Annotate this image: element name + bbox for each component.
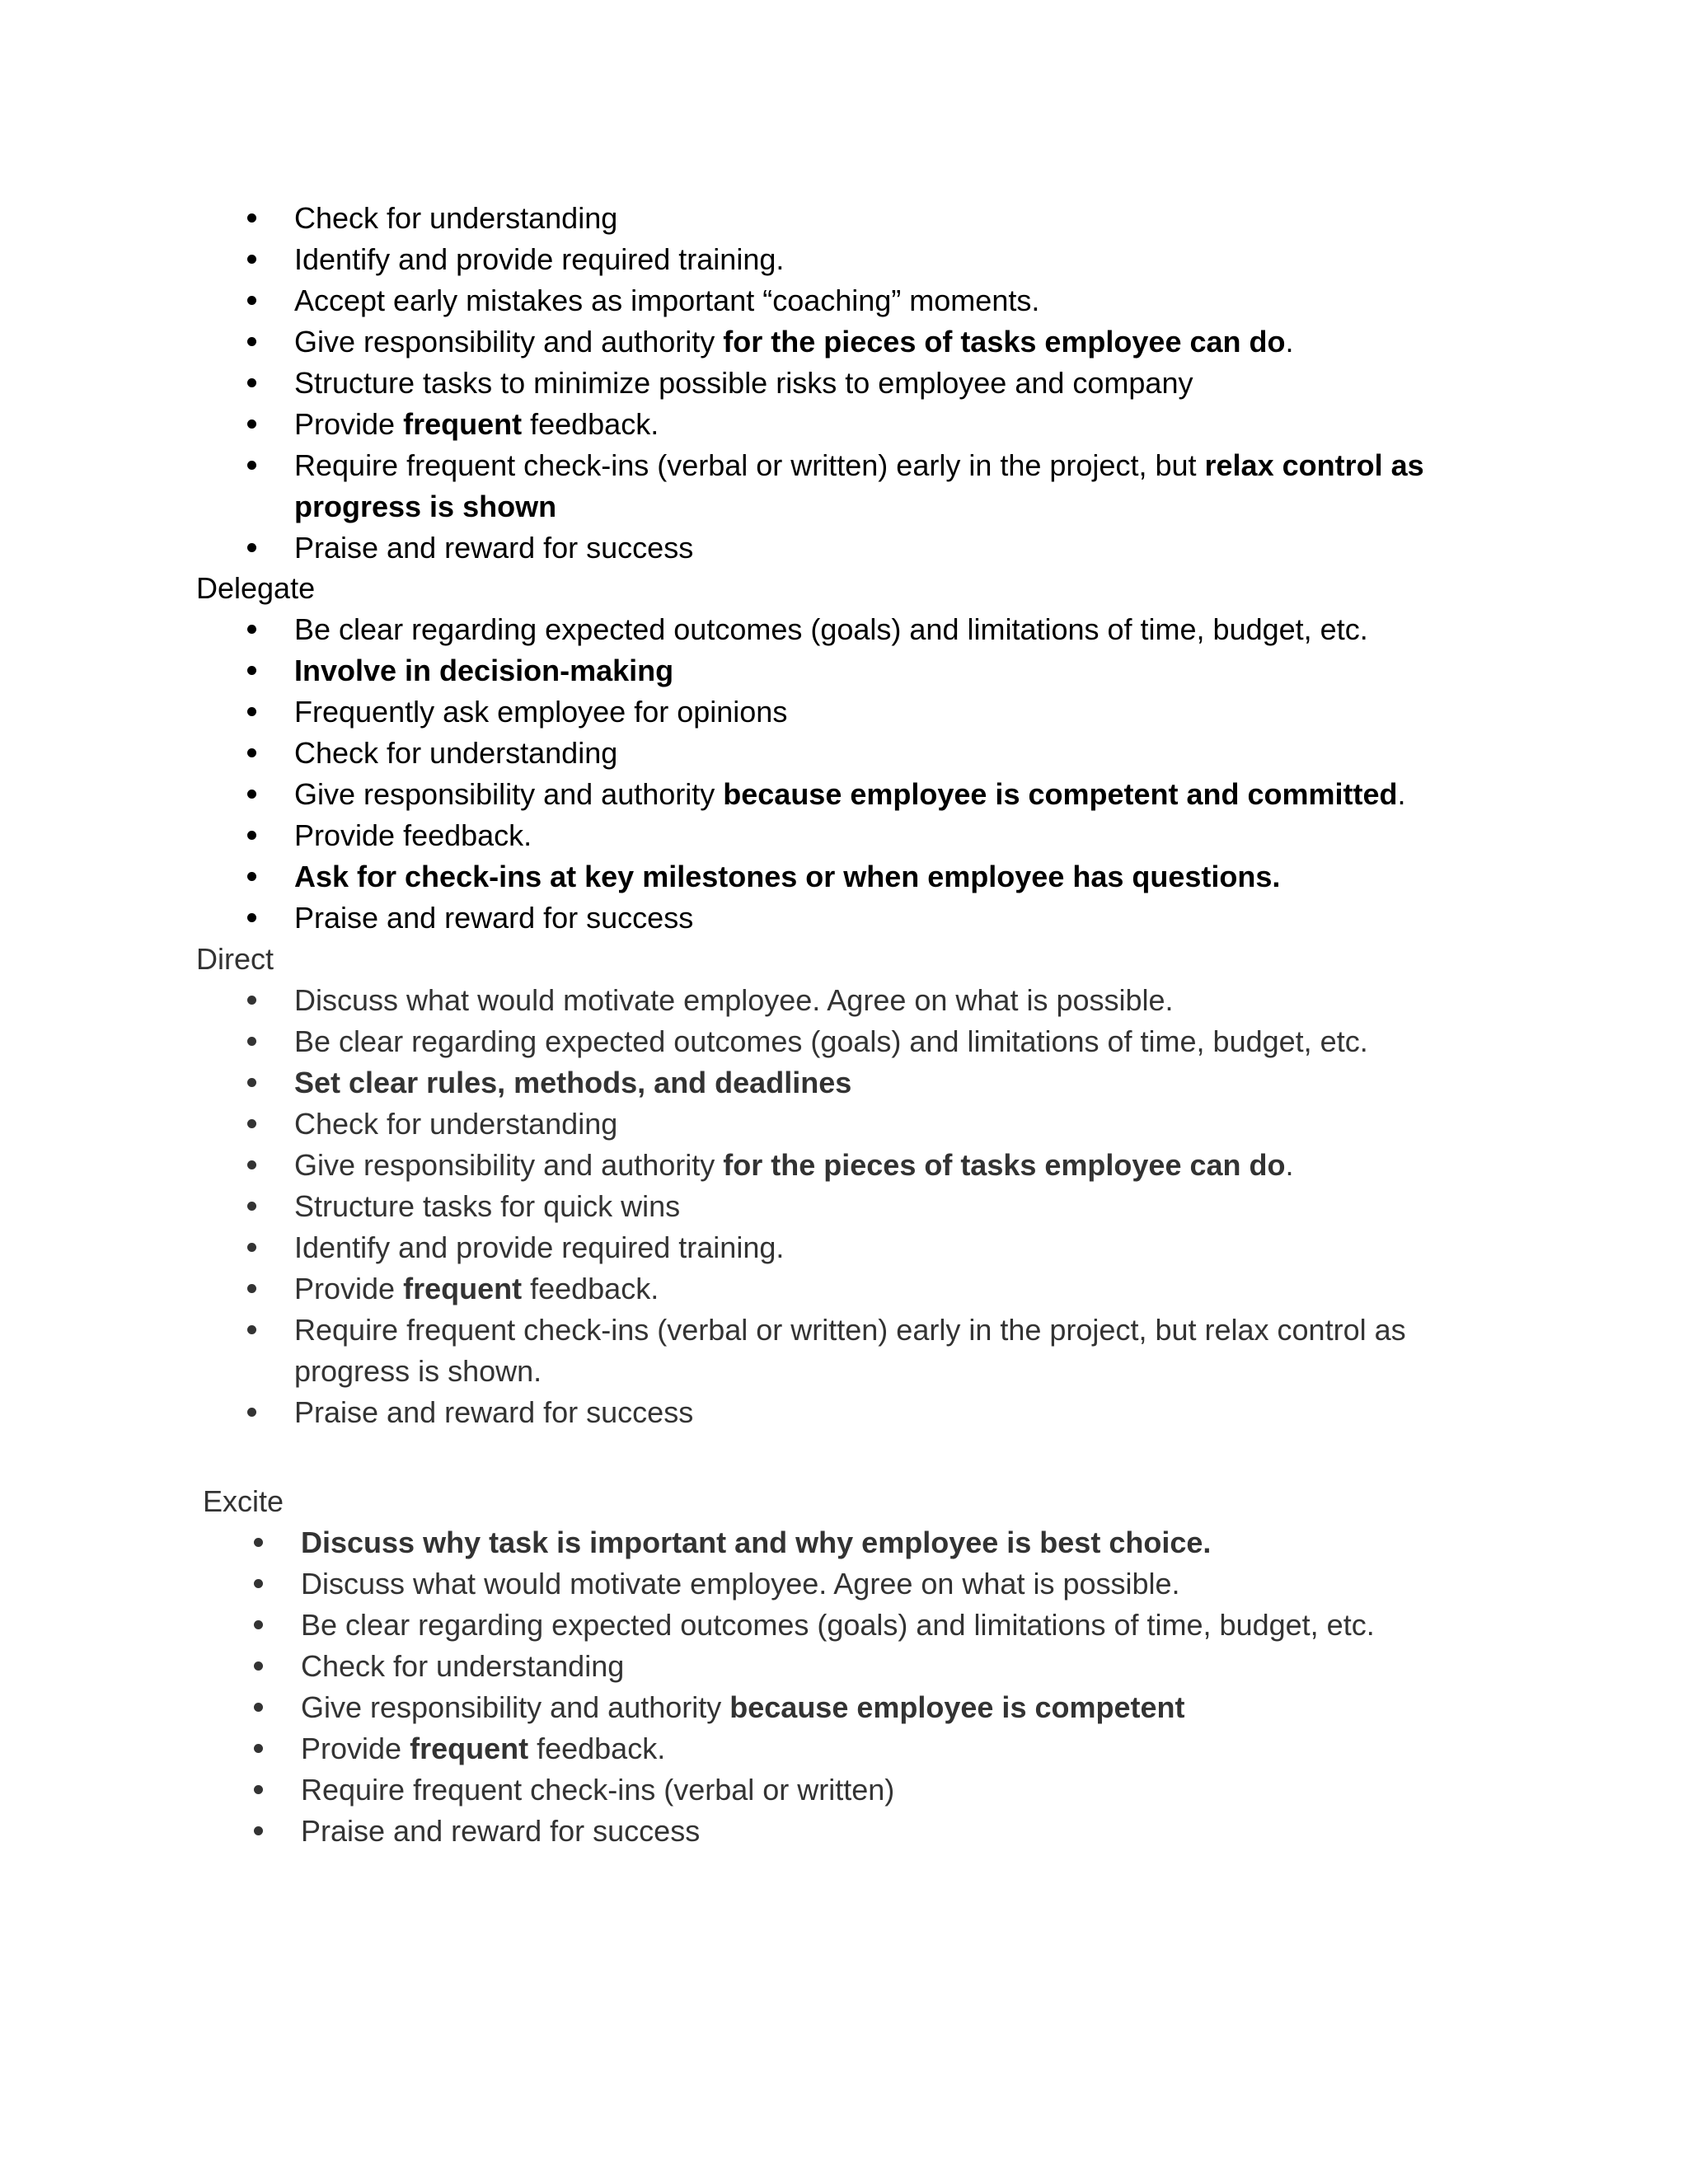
bullet-icon xyxy=(254,1661,263,1671)
item-text: Give responsibility and authority xyxy=(294,325,724,359)
list-item xyxy=(0,527,1465,569)
bullet-icon xyxy=(247,1037,256,1046)
bullet-icon xyxy=(254,1703,263,1712)
item-text: Check for understanding xyxy=(301,1649,625,1683)
item-text: Check for understanding xyxy=(294,201,618,235)
item-text: feedback. xyxy=(522,407,659,441)
list-item xyxy=(0,1605,1471,1646)
item-text: Check for understanding xyxy=(294,736,618,770)
item-text: Require frequent check-ins (verbal or written) early in the project, but relax control as progress is shown. xyxy=(294,1313,1406,1388)
bullet-icon xyxy=(247,666,256,675)
bullet-icon xyxy=(247,913,256,922)
list-item xyxy=(0,1310,1465,1392)
bold-text: Involve in decision-making xyxy=(294,654,674,687)
list-item xyxy=(0,815,1465,856)
item-text: Require frequent check-ins (verbal or written) early in the project, but xyxy=(294,448,1205,482)
bullet-icon xyxy=(247,1243,256,1252)
bullet-icon xyxy=(247,461,256,470)
list-item xyxy=(0,1522,1471,1563)
bullet-icon xyxy=(247,1119,256,1128)
item-text: . xyxy=(1285,1148,1294,1182)
bullet-icon xyxy=(247,996,256,1005)
item-text: Provide feedback. xyxy=(294,818,532,852)
item-text: Accept early mistakes as important “coaching” moments. xyxy=(294,284,1040,317)
item-text: Praise and reward for success xyxy=(294,531,694,565)
list-item xyxy=(0,1186,1465,1227)
item-text: Check for understanding xyxy=(294,1107,618,1141)
bullet-icon xyxy=(254,1785,263,1794)
heading-delegate: Delegate xyxy=(196,571,316,605)
bullet-icon xyxy=(247,872,256,881)
list-item xyxy=(0,898,1465,939)
list-item xyxy=(0,280,1465,321)
bullet-icon xyxy=(247,378,256,387)
list-item xyxy=(0,1646,1471,1687)
item-text: Identify and provide required training. xyxy=(294,1230,785,1264)
list-item xyxy=(0,321,1465,363)
list-item xyxy=(0,1811,1471,1852)
bullet-icon xyxy=(247,296,256,305)
item-text: . xyxy=(1397,777,1406,811)
list-item xyxy=(0,733,1465,774)
bullet-icon xyxy=(247,707,256,716)
item-text: . xyxy=(1285,325,1294,359)
bullet-icon xyxy=(247,1078,256,1087)
item-text: Provide xyxy=(301,1732,410,1765)
bullet-list-delegate xyxy=(0,609,1688,939)
bold-text: frequent xyxy=(403,407,523,441)
list-item xyxy=(0,363,1465,404)
bullet-icon xyxy=(247,419,256,429)
list-item xyxy=(0,198,1465,239)
list-item xyxy=(0,1392,1465,1433)
item-text: Give responsibility and authority xyxy=(301,1690,730,1724)
bullet-list-excite xyxy=(0,1522,1688,1852)
item-text: Provide xyxy=(294,1272,404,1305)
list-item xyxy=(0,404,1465,445)
bullet-icon xyxy=(254,1579,263,1588)
bold-text: Set clear rules, methods, and deadlines xyxy=(294,1066,852,1099)
bullet-icon xyxy=(247,255,256,264)
list-item xyxy=(0,980,1465,1021)
bullet-icon xyxy=(247,625,256,634)
bullet-icon xyxy=(247,337,256,346)
heading-direct: Direct xyxy=(196,942,274,976)
list-item xyxy=(0,445,1465,527)
list-item xyxy=(0,774,1465,815)
bullet-icon xyxy=(247,213,256,223)
list-item xyxy=(0,1728,1471,1769)
item-text: Identify and provide required training. xyxy=(294,242,785,276)
bold-text: because employee is competent and committed xyxy=(723,777,1398,811)
item-text: Praise and reward for success xyxy=(294,901,694,935)
item-text: Structure tasks to minimize possible risks to employee and company xyxy=(294,366,1193,400)
bold-text: frequent xyxy=(403,1272,523,1305)
bold-text: Ask for check-ins at key milestones or when employee has questions. xyxy=(294,860,1281,893)
item-text: Be clear regarding expected outcomes (goals) and limitations of time, budget, etc. xyxy=(301,1608,1375,1642)
bullet-icon xyxy=(254,1538,263,1547)
list-item xyxy=(0,856,1465,898)
list-item xyxy=(0,691,1465,733)
item-text: Provide xyxy=(294,407,404,441)
bullet-icon xyxy=(247,1160,256,1169)
bullet-icon xyxy=(247,748,256,757)
list-item xyxy=(0,1062,1465,1104)
bold-text: frequent xyxy=(410,1732,529,1765)
item-text: Frequently ask employee for opinions xyxy=(294,695,788,729)
item-text: Be clear regarding expected outcomes (goals) and limitations of time, budget, etc. xyxy=(294,612,1368,646)
bullet-icon xyxy=(254,1744,263,1753)
item-text: Require frequent check-ins (verbal or written) xyxy=(301,1773,895,1807)
list-item xyxy=(0,1145,1465,1186)
bold-text: relax control as progress is shown xyxy=(294,448,1424,523)
bullet-icon xyxy=(247,543,256,552)
list-item xyxy=(0,1769,1471,1811)
item-text: Praise and reward for success xyxy=(294,1395,694,1429)
list-item xyxy=(0,1687,1471,1728)
bullet-icon xyxy=(254,1620,263,1629)
item-text: Structure tasks for quick wins xyxy=(294,1189,681,1223)
bullet-icon xyxy=(247,1325,256,1334)
item-text: Give responsibility and authority xyxy=(294,1148,724,1182)
item-text: Discuss what would motivate employee. Agree on what is possible. xyxy=(294,983,1174,1017)
list-item xyxy=(0,1268,1465,1310)
bullet-list-top xyxy=(0,198,1688,569)
bold-text: because employee is competent xyxy=(729,1690,1185,1724)
bold-text: Discuss why task is important and why employee is best choice. xyxy=(301,1526,1212,1559)
item-text: Be clear regarding expected outcomes (goals) and limitations of time, budget, etc. xyxy=(294,1024,1368,1058)
heading-excite: Excite xyxy=(203,1484,284,1518)
item-text: feedback. xyxy=(522,1272,659,1305)
item-text: Give responsibility and authority xyxy=(294,777,724,811)
list-item xyxy=(0,1227,1465,1268)
bullet-icon xyxy=(254,1826,263,1835)
list-item xyxy=(0,1104,1465,1145)
list-item xyxy=(0,239,1465,280)
item-text: Discuss what would motivate employee. Agree on what is possible. xyxy=(301,1567,1180,1601)
bullet-icon xyxy=(247,1284,256,1293)
bold-text: for the pieces of tasks employee can do xyxy=(723,325,1286,359)
list-item xyxy=(0,1563,1471,1605)
bullet-icon xyxy=(247,790,256,799)
bullet-icon xyxy=(247,831,256,840)
item-text: Praise and reward for success xyxy=(301,1814,701,1848)
list-item xyxy=(0,609,1465,650)
bold-text: for the pieces of tasks employee can do xyxy=(723,1148,1286,1182)
bullet-icon xyxy=(247,1202,256,1211)
bullet-icon xyxy=(247,1408,256,1417)
list-item xyxy=(0,650,1465,691)
bullet-list-direct xyxy=(0,980,1688,1433)
item-text: feedback. xyxy=(528,1732,666,1765)
list-item xyxy=(0,1021,1465,1062)
